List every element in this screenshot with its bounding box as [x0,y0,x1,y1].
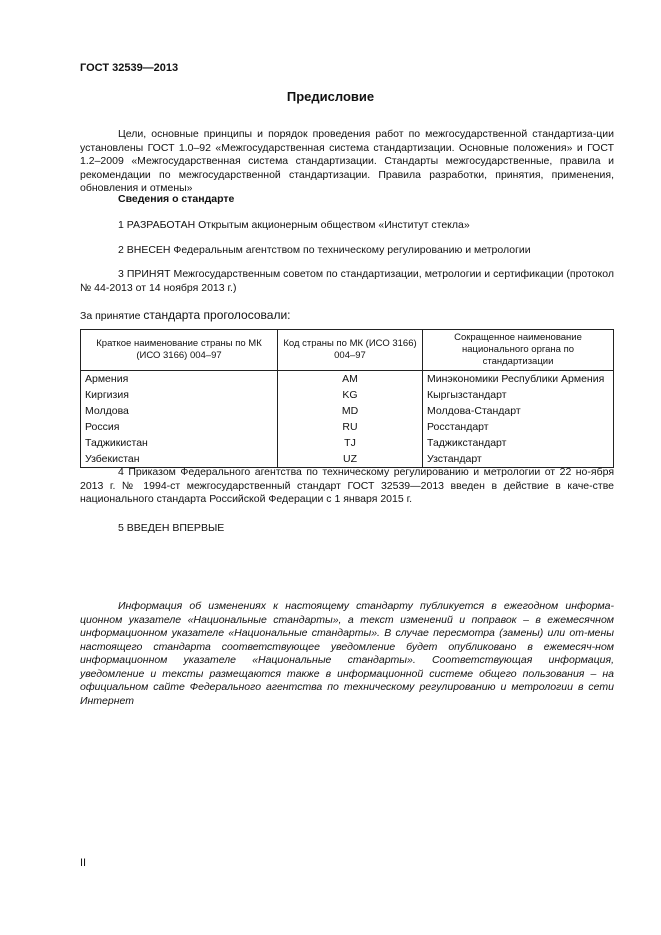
table-header-organ: Сокращенное наименование национального органа по стандартизации [423,330,614,371]
voted-caption-prefix: За принятие [80,310,141,322]
table-row [81,403,614,419]
cell-code: MD [278,403,423,419]
cell-country: Узбекистан [81,451,278,468]
item-vnesen: 2 ВНЕСЕН Федеральным агентством по техническому регулированию и метрологии [118,244,531,256]
info-paragraph: Информация об изменениях к настоящему стандарту публикуется в ежегодном информа-ционном указателе «Национальные стандарты», а текст изменений и поправок – в ежемесячном информационном указателе «Национальные стандарты». В случае пересмотра (замены) или от-мены настоящего стандарта соответствующее уведомление будет опубликовано в ежемесяч-ном информационном указателе «Национальные стандарты». Соответствующая информация, уведомление и тексты размещаются также в информационной системе общего пользования – на официальном сайте Федерального агентства по техническому регулированию и метрологии в сети Интернет [80,600,614,707]
item-vveden: 5 ВВЕДЕН ВПЕРВЫЕ [118,522,225,534]
cell-country: Армения [81,371,278,388]
page-title: Предисловие [286,89,375,104]
cell-code: KG [278,387,423,403]
cell-code: RU [278,419,423,435]
page-number: II [80,857,87,869]
cell-country: Таджикистан [81,435,278,451]
cell-organ: Кыргызстандарт [423,387,614,403]
cell-organ: Узстандарт [423,451,614,468]
cell-country: Молдова [81,403,278,419]
cell-country: Киргизия [81,387,278,403]
item-razrabotan: 1 РАЗРАБОТАН Открытым акционерным обществом «Институт стекла» [118,219,470,231]
table-row [81,387,614,403]
item-prikaz: 4 Приказом Федерального агентства по техническому регулированию и метрологии от 22 но-ября 2013 г. № 1994-ст межгосударственный стандарт ГОСТ 32539—2013 введен в действие в каче-стве национального стандарта Российской Федерации с 1 января 2015 г. [80,466,614,505]
table-row [81,371,614,388]
item-prinyat: 3 ПРИНЯТ Межгосударственным советом по стандартизации, метрологии и сертификации (протокол № 44-2013 от 14 ноября 2013 г.) [80,268,614,294]
cell-organ: Молдова-Стандарт [423,403,614,419]
table-header-code: Код страны по МК (ИСО 3166) 004–97 [278,330,423,371]
cell-code: AM [278,371,423,388]
cell-country: Россия [81,419,278,435]
table-row [81,435,614,451]
intro-paragraph: Цели, основные принципы и порядок проведения работ по межгосударственной стандартиза-ции установлены ГОСТ 1.0–92 «Межгосударственная система стандартизации. Основные положения» и ГОСТ 1.2–2009 «Межгосударственная система стандартизации. Стандарты межгосударственные, правила и рекомендации по межгосударственной стандартизации. Правила разработки, принятия, применения, обновления и отмены» [80,128,614,194]
cell-code: TJ [278,435,423,451]
document-code: ГОСТ 32539—2013 [80,62,179,74]
table-row [81,419,614,435]
table-header-row [81,330,614,371]
voted-caption-suffix: стандарта проголосовали: [143,308,291,322]
cell-organ: Минэкономики Республики Армения [423,371,614,388]
voted-caption [80,309,614,324]
cell-organ: Таджикстандарт [423,435,614,451]
cell-code: UZ [278,451,423,468]
cell-organ: Росстандарт [423,419,614,435]
svedeniya-heading: Сведения о стандарте [118,193,235,205]
countries-table [80,329,614,468]
table-header-country: Краткое наименование страны по МК (ИСО 3166) 004–97 [81,330,278,371]
